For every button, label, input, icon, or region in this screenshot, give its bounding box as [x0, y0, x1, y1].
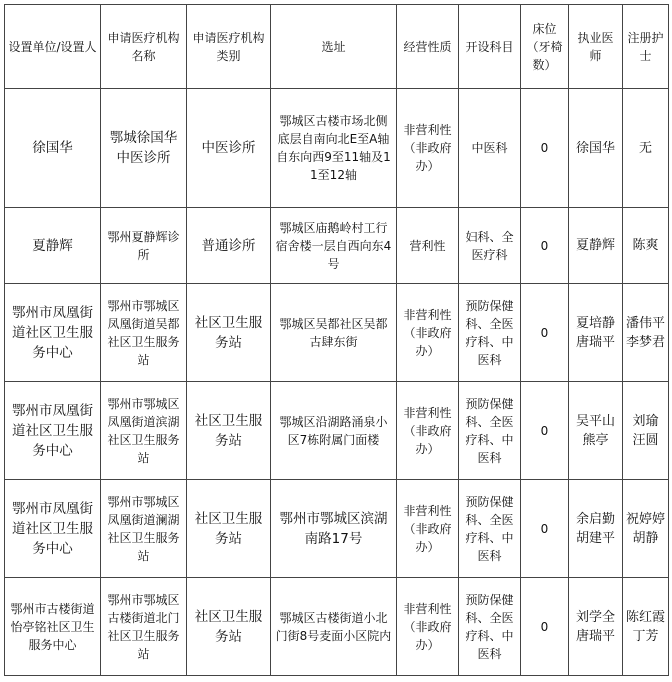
cell-doctors: 夏静辉: [569, 208, 623, 284]
table-row: [5, 578, 669, 676]
header-subjects: 开设科目: [459, 5, 521, 89]
cell-nurses: 陈红霞 丁芳: [623, 578, 669, 676]
header-institution-name: 申请医疗机构名称: [101, 5, 187, 89]
cell-beds: 0: [521, 208, 569, 284]
table-row: [5, 208, 669, 284]
cell-institution-name: 鄂州市鄂城区凤凰街道澜湖社区卫生服务站: [101, 480, 187, 578]
cell-beds: 0: [521, 284, 569, 382]
cell-nurses: 无: [623, 89, 669, 208]
cell-institution-category: 社区卫生服务站: [187, 578, 271, 676]
cell-nurses: 潘伟平 李梦君: [623, 284, 669, 382]
cell-institution-name: 鄂州市鄂城区凤凰街道滨湖社区卫生服务站: [101, 382, 187, 480]
cell-institution-name: 鄂州市鄂城区古楼街道北门社区卫生服务站: [101, 578, 187, 676]
cell-nature: 非营利性（非政府办）: [397, 578, 459, 676]
table-row: [5, 284, 669, 382]
cell-setter: 鄂州市凤凰街道社区卫生服务中心: [5, 382, 101, 480]
cell-doctors: 徐国华: [569, 89, 623, 208]
cell-setter: 夏静辉: [5, 208, 101, 284]
cell-setter: 鄂州市凤凰街道社区卫生服务中心: [5, 284, 101, 382]
cell-address: 鄂城区吴都社区吴都古肆东街: [271, 284, 397, 382]
header-address: 选址: [271, 5, 397, 89]
cell-institution-category: 中医诊所: [187, 89, 271, 208]
cell-subjects: 预防保健科、全医疗科、中医科: [459, 382, 521, 480]
cell-institution-category: 社区卫生服务站: [187, 382, 271, 480]
table-row: [5, 480, 669, 578]
table-row: [5, 89, 669, 208]
cell-doctors: 余启勤 胡建平: [569, 480, 623, 578]
header-beds: 床位（牙椅数）: [521, 5, 569, 89]
cell-address: 鄂城区古楼市场北侧底层自南向北E至A轴自东向西9至11轴及11至12轴: [271, 89, 397, 208]
cell-beds: 0: [521, 89, 569, 208]
cell-institution-name: 鄂城徐国华中医诊所: [101, 89, 187, 208]
header-nurses: 注册护士: [623, 5, 669, 89]
cell-nature: 非营利性（非政府办）: [397, 382, 459, 480]
cell-beds: 0: [521, 578, 569, 676]
cell-subjects: 预防保健科、全医疗科、中医科: [459, 480, 521, 578]
cell-nurses: 祝婷婷 胡静: [623, 480, 669, 578]
cell-setter: 鄂州市古楼街道怡亭铭社区卫生服务中心: [5, 578, 101, 676]
institution-table: [4, 4, 669, 676]
cell-institution-category: 社区卫生服务站: [187, 480, 271, 578]
cell-setter: 徐国华: [5, 89, 101, 208]
cell-subjects: 预防保健科、全医疗科、中医科: [459, 578, 521, 676]
cell-subjects: 妇科、全医疗科: [459, 208, 521, 284]
header-setter: 设置单位/设置人: [5, 5, 101, 89]
cell-address: 鄂城区沿湖路涌泉小区7栋附属门面楼: [271, 382, 397, 480]
cell-doctors: 刘学全 唐瑞平: [569, 578, 623, 676]
table-row: [5, 382, 669, 480]
cell-address: 鄂城区庙鹅岭村工行宿舍楼一层自西向东4号: [271, 208, 397, 284]
cell-doctors: 夏培静 唐瑞平: [569, 284, 623, 382]
cell-nature: 营利性: [397, 208, 459, 284]
header-doctors: 执业医师: [569, 5, 623, 89]
cell-nature: 非营利性（非政府办）: [397, 480, 459, 578]
cell-nurses: 陈爽: [623, 208, 669, 284]
cell-setter: 鄂州市凤凰街道社区卫生服务中心: [5, 480, 101, 578]
cell-institution-name: 鄂州市鄂城区凤凰街道吴都社区卫生服务站: [101, 284, 187, 382]
cell-address: 鄂城区古楼街道小北门街8号麦面小区院内: [271, 578, 397, 676]
header-row: [5, 5, 669, 89]
cell-beds: 0: [521, 480, 569, 578]
cell-institution-category: 社区卫生服务站: [187, 284, 271, 382]
cell-institution-name: 鄂州夏静辉诊所: [101, 208, 187, 284]
cell-nurses: 刘瑜 汪圆: [623, 382, 669, 480]
cell-address: 鄂州市鄂城区滨湖南路17号: [271, 480, 397, 578]
cell-nature: 非营利性（非政府办）: [397, 284, 459, 382]
header-nature: 经营性质: [397, 5, 459, 89]
cell-subjects: 中医科: [459, 89, 521, 208]
cell-nature: 非营利性（非政府办）: [397, 89, 459, 208]
cell-institution-category: 普通诊所: [187, 208, 271, 284]
cell-doctors: 吴平山 熊亭: [569, 382, 623, 480]
cell-subjects: 预防保健科、全医疗科、中医科: [459, 284, 521, 382]
cell-beds: 0: [521, 382, 569, 480]
header-institution-category: 申请医疗机构类别: [187, 5, 271, 89]
